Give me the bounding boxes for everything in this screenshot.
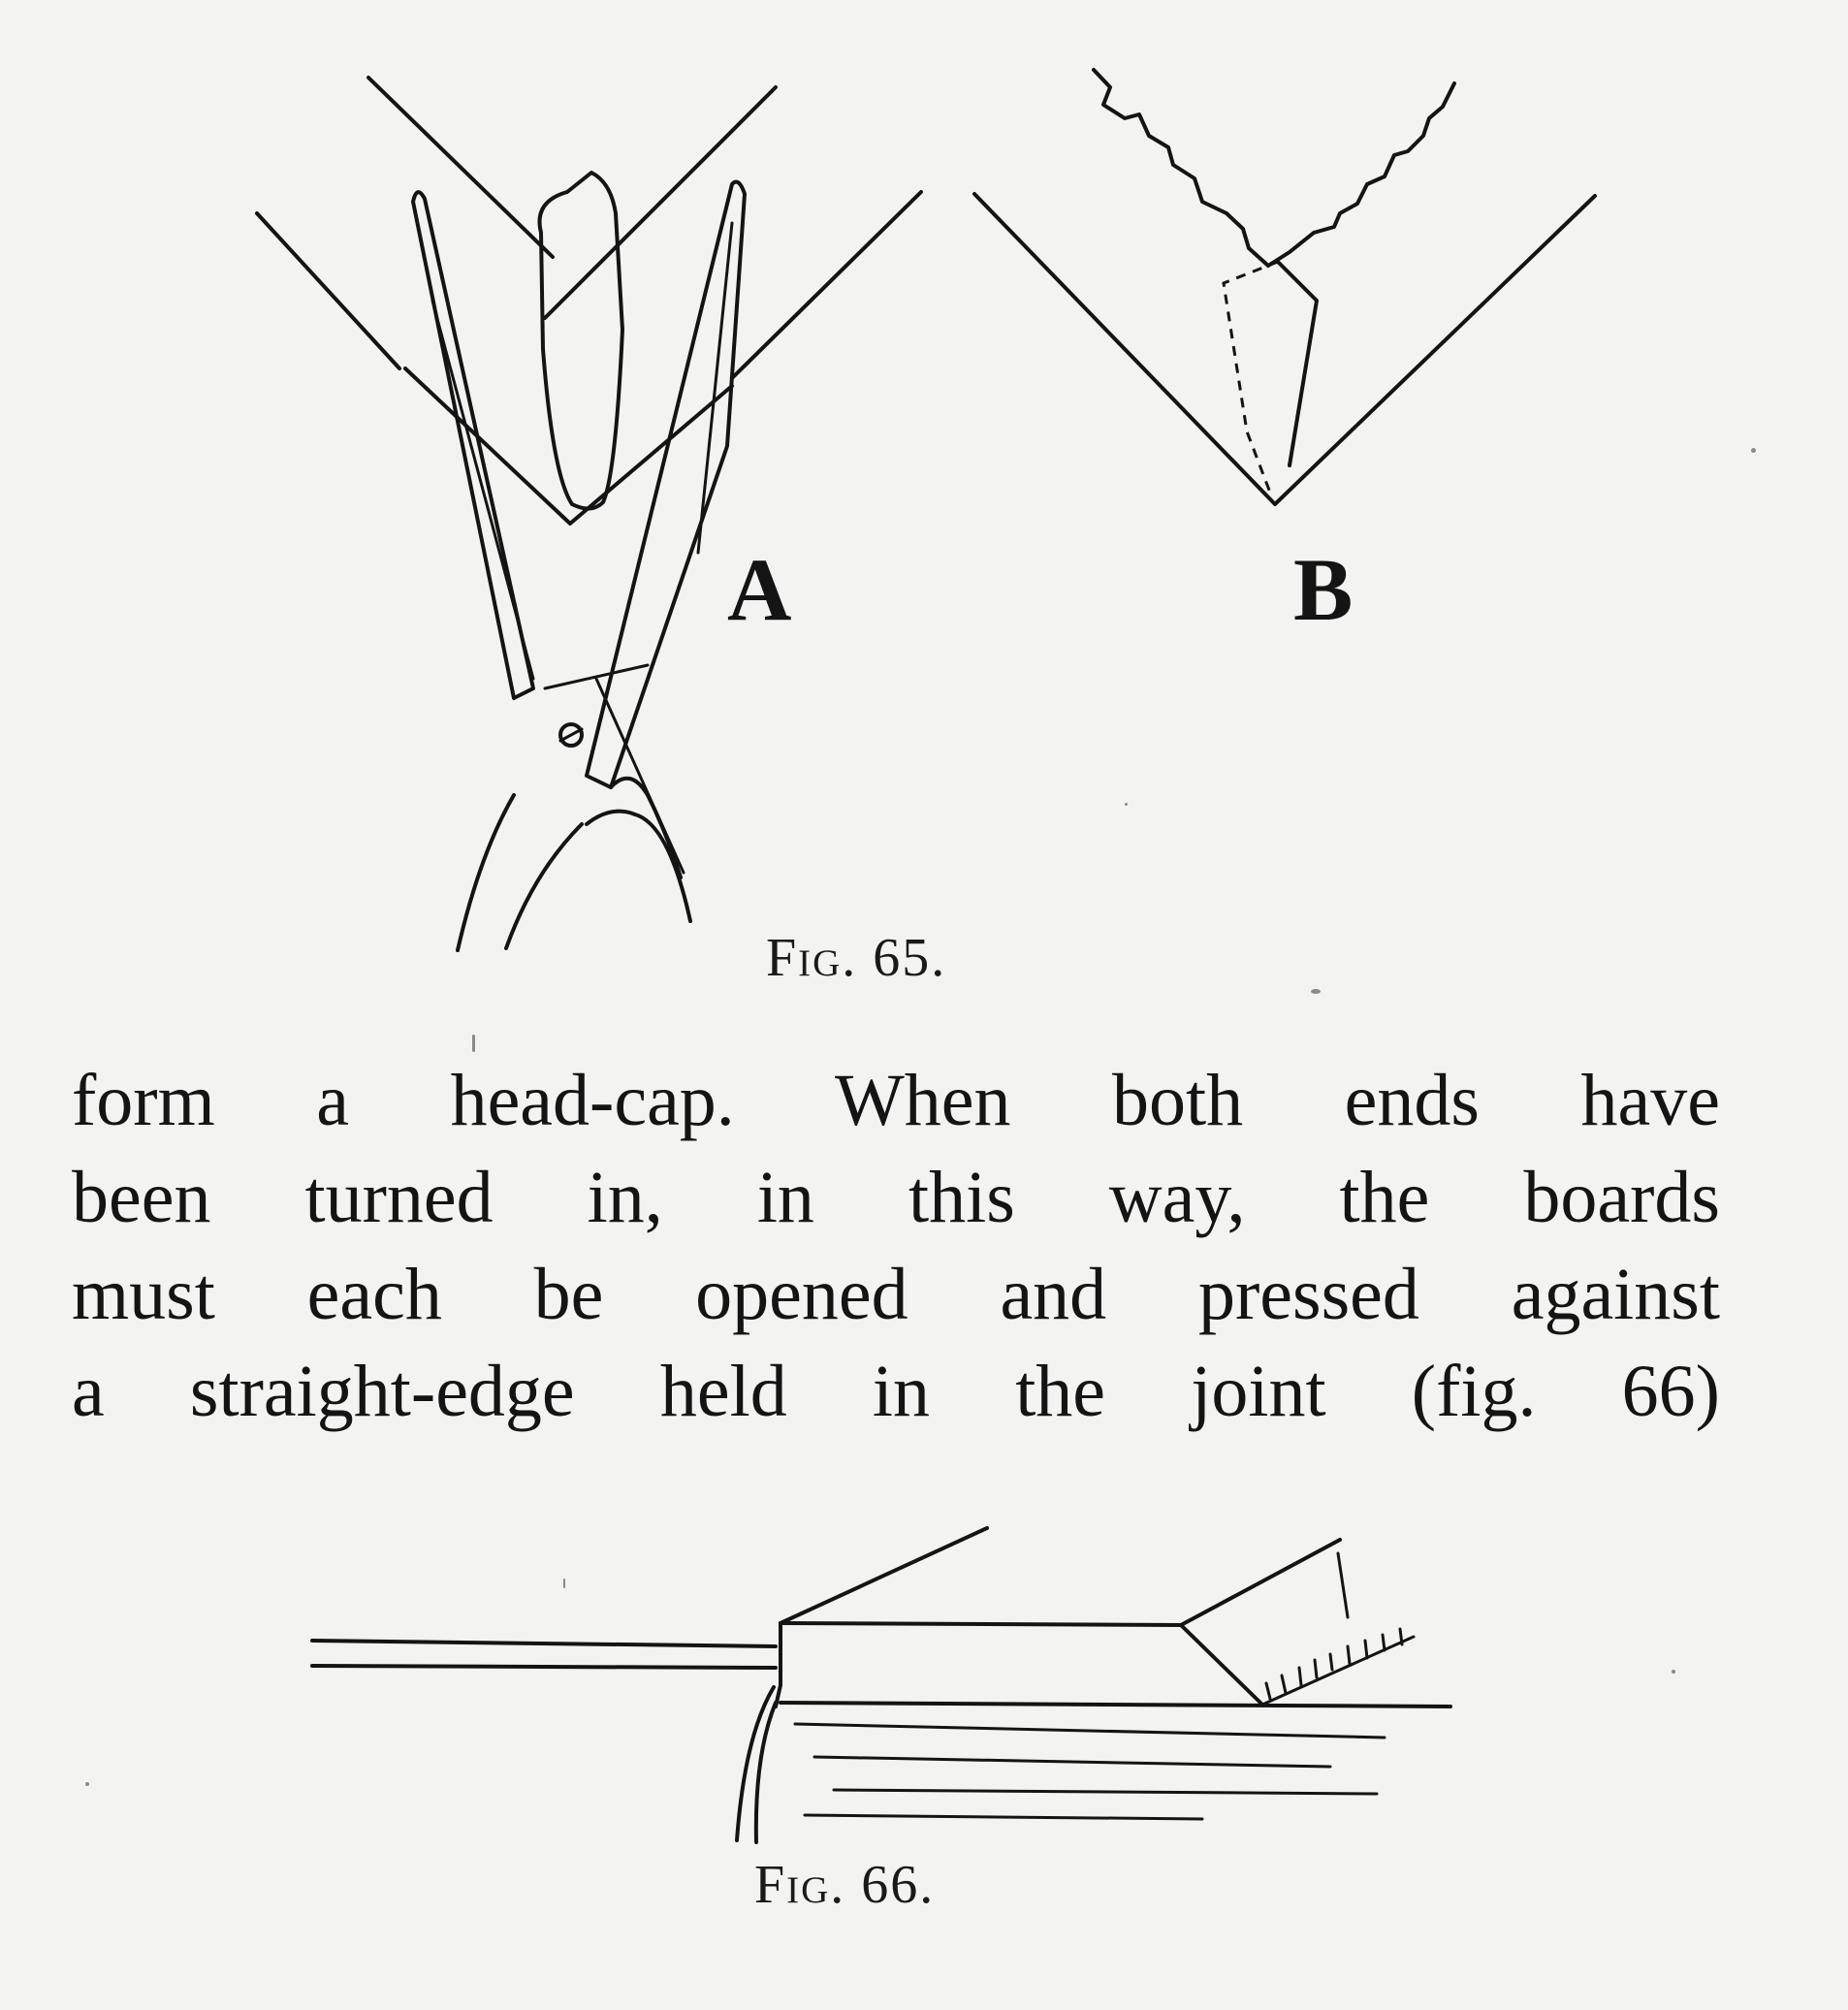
fig-65-panel-b-drawing (960, 58, 1619, 524)
fig-65a-outer-left-line (368, 78, 553, 257)
body-line-3: must each be opened and pressed against (72, 1254, 1720, 1335)
paper-speck (1125, 803, 1128, 806)
body-paragraph (72, 1052, 1720, 1440)
fig-65-panel-a-label: A (727, 540, 792, 639)
fig-65-panel-a-drawing (242, 58, 940, 970)
fig-66-ruler-line (1262, 1637, 1414, 1705)
paper-speck (1751, 448, 1756, 453)
fig-65a-pivot-bar (545, 665, 648, 688)
body-line-4: a straight-edge held in the joint (fig. 66) (72, 1351, 1720, 1432)
fig-65a-board-right-line (732, 192, 921, 378)
fig-65a-scissors-blade-left (413, 192, 533, 698)
paper-speck (563, 1579, 565, 1588)
fig-65b-cap-edge (1278, 262, 1317, 465)
fig-66-left-board-top (312, 1641, 776, 1646)
fig-66-ruler-upright (1338, 1553, 1348, 1617)
fig-65-panel-b-label: B (1293, 540, 1354, 639)
fig-65a-handle-left-inner (506, 824, 582, 948)
fig-65a-cap-tab (540, 173, 622, 509)
fig-66-joint (776, 1623, 781, 1707)
fig-66-table-edge (781, 1703, 1450, 1707)
fig-65a-handle-left-outer (458, 795, 514, 950)
fig-66-straight-edge-top (781, 1623, 1181, 1625)
fig-66-ruler-ticks (1266, 1629, 1402, 1699)
fig-65b-torn-edge-left (1094, 70, 1268, 266)
fig-66-board-top-right (1181, 1540, 1340, 1625)
fig-66-shading-2 (814, 1757, 1330, 1767)
paper-speck (1672, 1670, 1675, 1674)
fig-66-raised-board-edge (781, 1528, 987, 1623)
paper-speck (85, 1782, 89, 1786)
fig-65b-v-outline (974, 194, 1595, 504)
fig-65a-board-left-line (257, 213, 399, 368)
fig-66-shading-1 (795, 1724, 1385, 1738)
fig-66-shading-3 (834, 1790, 1377, 1794)
body-line-2: been turned in, in this way, the boards (72, 1157, 1720, 1238)
fig-65a-handle-right (587, 812, 690, 921)
fig-66-drawing (291, 1513, 1503, 1842)
fig-65a-blade-edge-left (432, 301, 533, 679)
fig-65a-handle-right-inner (611, 779, 681, 877)
paper-speck (472, 1035, 475, 1052)
fig-65a-outer-right-line (545, 87, 776, 318)
fig-65b-torn-edge-right (1268, 83, 1454, 266)
fig-65-caption: Fig. 65. (766, 928, 947, 988)
body-line-1: form a head-cap. When both ends have (72, 1060, 1720, 1141)
paper-speck (1311, 989, 1321, 994)
fig-66-left-board-bottom (312, 1666, 776, 1668)
fig-66-board-end (1181, 1625, 1262, 1705)
fig-66-caption: Fig. 66. (754, 1855, 936, 1915)
fig-65a-pivot-slot (560, 729, 582, 741)
fig-66-shading-4 (805, 1815, 1202, 1819)
